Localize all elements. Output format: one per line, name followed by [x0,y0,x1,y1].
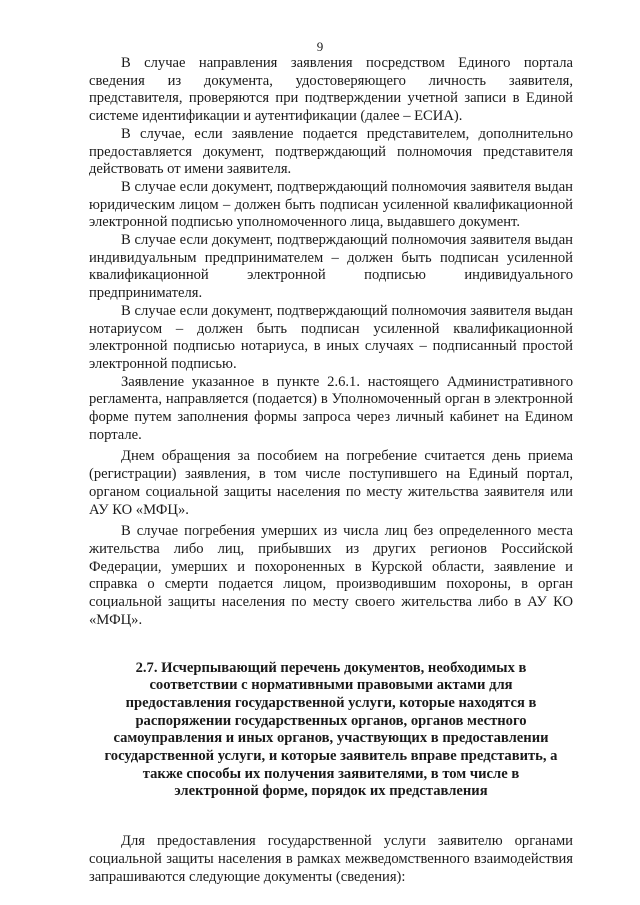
paragraph-application-submission: Заявление указанное в пункте 2.6.1. настоящего Административного регламента, направляется (подается) в Уполномоченный орган в электронной форме путем заполнения формы запроса через личный кабинет на Едином портале. [89,373,573,443]
section-heading: 2.7. Исчерпывающий перечень документов, необходимых в соответствии с нормативными правовыми актами для предоставления государственной услуги, которые находятся в распоряжении государственных органов, органов местного самоуправления и иных органов, участвующих в предоставлении государственной услуги, и которые заявитель вправе представить, а также способы их получения заявителями, в том числе в электронной форме, порядок их представления [104,659,558,800]
paragraph-legal-entity: В случае если документ, подтверждающий полномочия заявителя выдан юридическим лицом – должен быть подписан усиленной квалификационной электронной подписью уполномоченного лица, выдавшего документ. [89,178,573,231]
paragraph-application-date: Днем обращения за пособием на погребение считается день приема (регистрации) заявления, в том числе поступившего на Единый портал, органом социальной защиты населения по месту жительства заявителя или АУ КО «МФЦ». [89,448,573,518]
document-body [89,55,573,886]
paragraph-entrepreneur: В случае если документ, подтверждающий полномочия заявителя выдан индивидуальным предпринимателем – должен быть подписан усиленной квалификационной электронной подписью индивидуального предпринимателя. [89,232,573,302]
paragraph-interagency: Для предоставления государственной услуги заявителю органами социальной защиты населения в рамках межведомственного взаимодействия запрашиваются следующие документы (сведения): [89,833,573,885]
paragraph-representative: В случае, если заявление подается представителем, дополнительно предоставляется документ, подтверждающий полномочия представителя действовать от имени заявителя. [89,125,573,178]
paragraph-burial-no-residence: В случае погребения умерших из числа лиц без определенного места жительства либо лиц, прибывших из других регионов Российской Федерации, умерших и похороненных в Курской области, заявление и справка о смерти подается лицом, производившим похороны, в орган социальной защиты населения по месту своего жительства либо в АУ КО «МФЦ». [89,523,573,628]
paragraph-epgu-verification: В случае направления заявления посредством Единого портала сведения из документа, удостоверяющего личность заявителя, представителя, проверяются при подтверждении учетной записи в Единой системе идентификации и аутентификации (далее – ЕСИА). [89,55,573,125]
paragraph-notary: В случае если документ, подтверждающий полномочия заявителя выдан нотариусом – должен быть подписан усиленной квалификационной электронной подписью нотариуса, в иных случаях – подписанный простой электронной подписью. [89,302,573,372]
page-number: 9 [316,39,324,54]
